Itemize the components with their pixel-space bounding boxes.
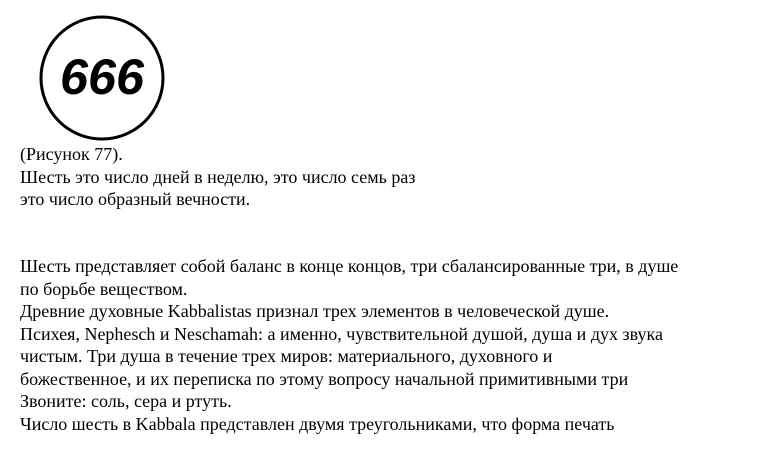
caption-line: Шесть это число дней в неделю, это число семь раз	[20, 166, 416, 187]
caption-line: (Рисунок 77).	[20, 144, 123, 164]
seal-number: 666	[60, 49, 146, 105]
circle-seal-graphic	[38, 14, 166, 142]
body-line: Древние духовные Kabbalistas признал трех элементов в человеческой душе.	[20, 301, 610, 321]
body-line: по борьбе веществом.	[20, 278, 188, 299]
body-line: Звоните: соль, сера и ртуть.	[20, 391, 232, 411]
caption-line: это число образный вечности.	[20, 189, 251, 209]
body-line: божественное, и их переписка по этому вопросу начальной примитивными три	[20, 368, 629, 389]
body-line: чистым. Три душа в течение трех миров: материального, духовного и	[20, 346, 553, 366]
body-line: Психея, Nephesch и Neschamah: а именно, чувствительной душой, душа и дух звука	[20, 323, 663, 344]
caption-paragraph	[20, 143, 415, 211]
body-line: Шесть представляет собой баланс в конце концов, три сбалансированные три, в душе	[20, 256, 679, 276]
figure-666-seal	[38, 14, 166, 142]
body-paragraph	[20, 255, 678, 435]
body-line: Число шесть в Kabbala представлен двумя треугольниками, что форма печать	[20, 413, 615, 434]
